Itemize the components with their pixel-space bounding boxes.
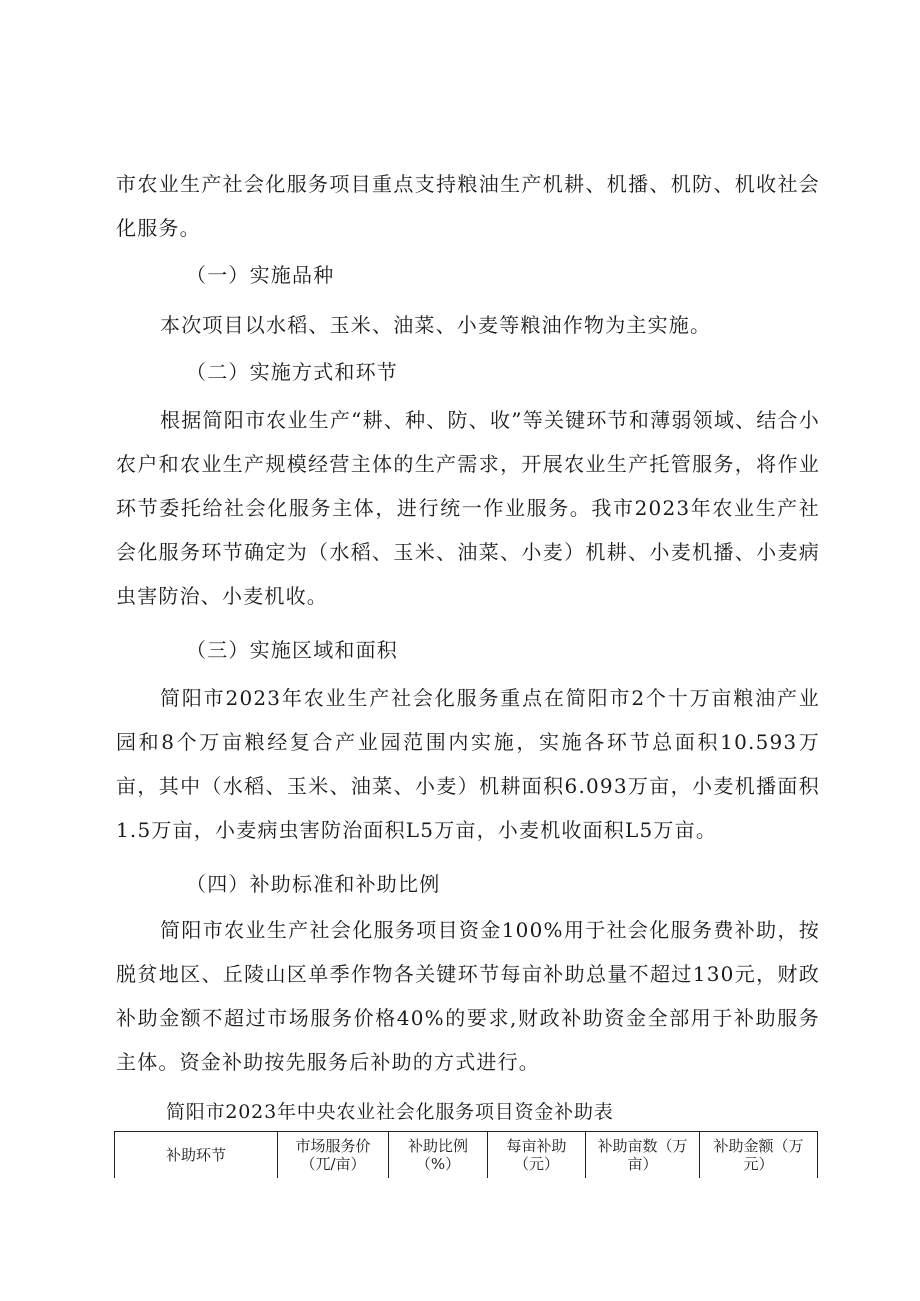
header-cell: 补助金额（万元） xyxy=(700,1132,818,1178)
header-cell: 每亩补助（元） xyxy=(488,1132,586,1178)
paragraph-varieties: 本次项目以水稻、玉米、油菜、小麦等粮油作物为主实施。 xyxy=(160,313,712,337)
header-cell: 补助亩数（万亩） xyxy=(586,1132,700,1178)
header-cell: 市场服务价（兀/亩） xyxy=(278,1132,389,1178)
section-heading-2: （二）实施方式和环节 xyxy=(186,360,398,384)
subsidy-table xyxy=(114,1131,818,1178)
paragraph-subsidy: 简阳市农业生产社会化服务项目资金100%用于社会化服务费补助，按脱贫地区、丘陵山区单季作物各关键环节每亩补助总量不超过130元，财政补助金额不超过市场服务价格40%的要求,财政补助资金全部用于补助服务主体。资金补助按先服务后补助的方式进行。 xyxy=(116,918,820,1074)
table-title: 简阳市2023年中央农业社会化服务项目资金补助表 xyxy=(166,1101,614,1123)
paragraph-methods: 根据简阳市农业生产“耕、种、防、收”等关键环节和薄弱领域、结合小农户和农业生产规模经营主体的生产需求，开展农业生产托管服务，将作业环节委托给社会化服务主体，进行统一作业服务。我市2023年农业生产社会化服务环节确定为（水稻、玉米、油菜、小麦）机耕、小麦机播、小麦病虫害防治、小麦机收。 xyxy=(116,408,820,608)
paragraph-intro: 市农业生产社会化服务项目重点支持粮油生产机耕、机播、机防、机收社会化服务。 xyxy=(116,172,820,240)
section-heading-1: （一）实施品种 xyxy=(186,263,335,287)
table-header-row xyxy=(115,1132,818,1178)
section-heading-4: （四）补助标准和补助比例 xyxy=(186,872,441,896)
section-heading-3: （三）实施区域和面积 xyxy=(186,638,398,662)
header-cell: 补助比例（%） xyxy=(389,1132,488,1178)
header-cell: 补助环节 xyxy=(115,1132,278,1178)
paragraph-area: 简阳市2023年农业生产社会化服务重点在简阳市2个十万亩粮油产业园和8个万亩粮经复合产业园范围内实施，实施各环节总面积10.593万亩，其中（水稻、玉米、油菜、小麦）机耕面积6.093万亩，小麦机播面积1.5万亩，小麦病虫害防治面积L5万亩，小麦机收面积L5万亩。 xyxy=(116,686,820,842)
